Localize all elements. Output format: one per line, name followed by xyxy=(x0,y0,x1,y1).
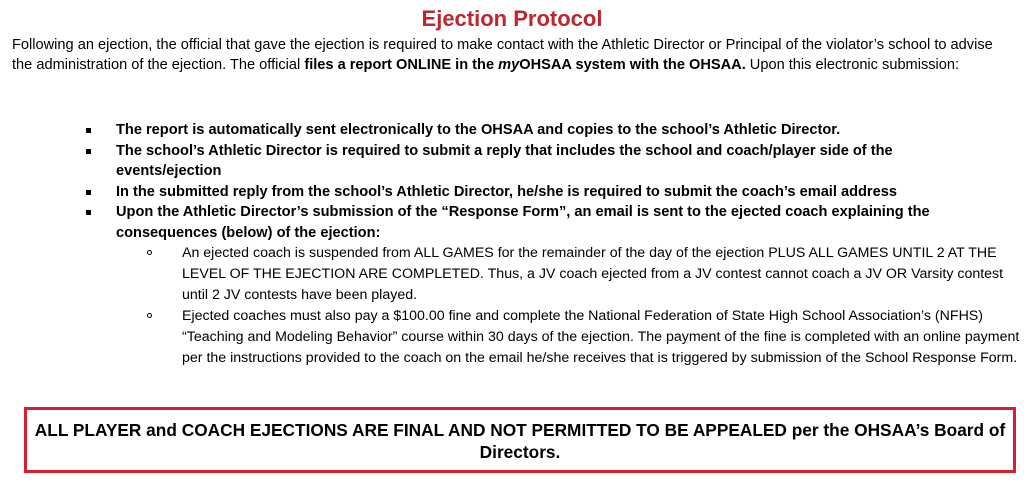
sub-item xyxy=(116,306,1022,369)
square-bullet-icon xyxy=(86,149,91,154)
intro-text-2: Upon this electronic submission: xyxy=(745,56,960,73)
intro-text-1: Following an ejection, the official that gave the ejection is required to make contact with the Athletic Director or Principal of the violator’s school to advise the administration of the ejection. The official xyxy=(12,37,993,73)
bullet-item xyxy=(0,141,996,182)
bullet-item xyxy=(0,120,996,141)
intro-italic-my: my xyxy=(498,56,520,73)
bullet-text: The school’s Athletic Director is required to submit a reply that includes the school and coach/player side of the events/ejection xyxy=(116,142,893,179)
sub-item xyxy=(116,243,1022,306)
square-bullet-icon xyxy=(86,128,91,133)
bullet-text: Upon the Athletic Director’s submission of the “Response Form”, an email is sent to the ejected coach explaining the consequences (below) of the ejection: xyxy=(116,204,930,241)
intro-bold-2: OHSAA system with the OHSAA. xyxy=(519,56,746,73)
bullet-item xyxy=(0,202,1020,369)
bullet-text: The report is automatically sent electronically to the OHSAA and copies to the school’s Athletic Director. xyxy=(116,122,841,138)
bullet-item xyxy=(0,182,996,203)
circle-bullet-icon xyxy=(147,313,152,318)
sub-item-text: Ejected coaches must also pay a $100.00 fine and complete the National Federation of State High School Association’s (NFHS) “Teaching and Modeling Behavior” course within 30 days of the ejection. The payment of the fine is completed with an online payment per the instructions provided to the coach on the email he/she receives that is triggered by submission of the School Response Form. xyxy=(182,308,1020,366)
intro-paragraph xyxy=(12,36,1012,75)
bullet-list xyxy=(0,120,1024,369)
bullet-text: In the submitted reply from the school’s Athletic Director, he/she is required to submit the coach’s email address xyxy=(116,183,897,200)
sub-item-text: An ejected coach is suspended from ALL GAMES for the remainder of the day of the ejection PLUS ALL GAMES UNTIL 2 AT THE LEVEL OF THE EJECTION ARE COMPLETED. Thus, a JV coach ejected from a JV contest cannot coach a JV OR Varsity contest until 2 JV contests have been played. xyxy=(182,245,1004,303)
square-bullet-icon xyxy=(86,190,91,195)
sub-list xyxy=(116,243,1020,369)
intro-bold-1: files a report ONLINE in the xyxy=(304,56,499,73)
square-bullet-icon xyxy=(86,210,91,215)
circle-bullet-icon xyxy=(147,250,152,255)
appeal-notice-text: ALL PLAYER and COACH EJECTIONS ARE FINAL AND NOT PERMITTED TO BE APPEALED per the OHSAA’s Board of Directors. xyxy=(34,420,1006,462)
page-title: Ejection Protocol xyxy=(421,6,603,31)
appeal-notice-box xyxy=(24,407,1016,473)
